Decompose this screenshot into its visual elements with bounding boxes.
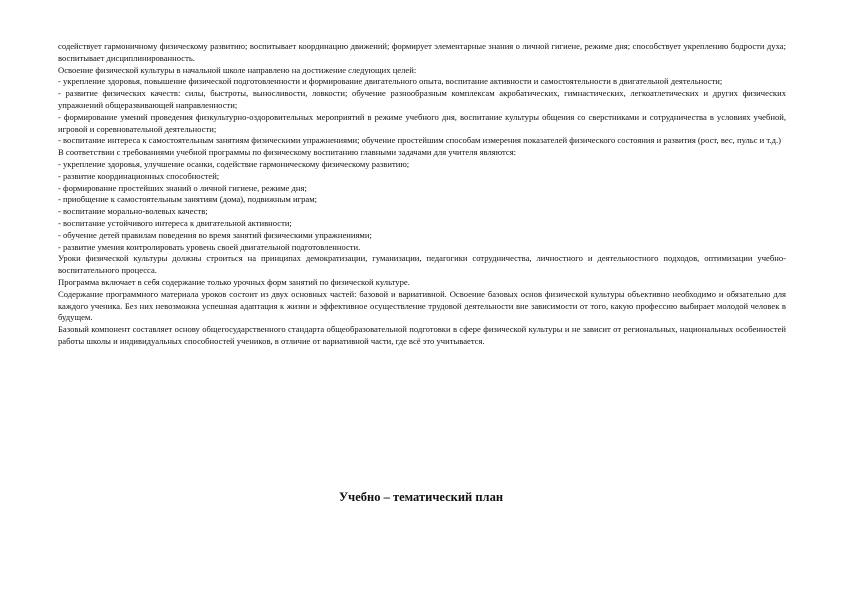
paragraph-1: содействует гармоничному физическому развитию; воспитывает координацию движений; формирует элементарные знания о личной гигиене, режиме дня; способствует укреплению бодрости духа; воспитывает дисциплинированность. [58, 41, 786, 63]
paragraph-12: - воспитание морально-волевых качеств; [58, 206, 208, 217]
paragraph-13: - воспитание устойчивого интереса к двигательной активности; [58, 217, 292, 228]
paragraph-19: Базовый компонент составляет основу общегосударственного стандарта общеобразовательной подготовки в сфере физической культуры и не зависит от региональных, национальных особенностей работы школы и индивидуальных способностей учеников, в отличие от вариативной части, где всё это учитывается. [58, 324, 786, 346]
paragraph-15: - развитие умения контролировать уровень своей двигательной подготовленности. [58, 241, 361, 252]
paragraph-10: - формирование простейших знаний о личной гигиене, режиме дня; [58, 182, 307, 193]
paragraph-17: Программа включает в себя содержание только урочных форм занятий по физической культуре. [58, 276, 410, 287]
section-heading: Учебно – тематический план [338, 490, 504, 504]
paragraph-2: Освоение физической культуры в начальной школе направлено на достижение следующих целей: [58, 64, 417, 75]
paragraph-11: - приобщение к самостоятельным занятиям (дома), подвижным играм; [58, 194, 318, 205]
paragraph-16: Уроки физической культуры должны строиться на принципах демократизации, гуманизации, педагогики сотрудничества, личностного и деятельностного подходов, оптимизации учебно-воспитательного процесса. [58, 253, 786, 276]
paragraph-5: - формирование умений проведения физкультурно-оздоровительных мероприятий в режиме учебного дня, воспитание культуры общения со сверстниками и сотрудничества в условиях учебной, игровой и соревновательной деятельности; [58, 111, 786, 134]
paragraph-7: В соответствии с требованиями учебной программы по физическому воспитанию главными задачами для учителя являются: [58, 147, 517, 158]
paragraph-9: - развитие координационных способностей; [58, 170, 220, 181]
paragraph-8: - укрепление здоровья, улучшение осанки, содействие гармоническому физическому развитию; [58, 158, 410, 169]
paragraph-3: - укрепление здоровья, повышение физической подготовленности и формирование двигательного опыта, воспитание активности и самостоятельности в двигательной деятельности; [58, 76, 723, 87]
paragraph-4: - развитие физических качеств: силы, быстроты, выносливости, ловкости; обучение разнообразным комплексам акробатических, гимнастических, легкоатлетических и других физических упражнений общеразвивающей направленности; [58, 88, 786, 110]
document-body [58, 41, 786, 348]
paragraph-18: Содержание программного материала уроков состоит из двух основных частей: базовой и вариативной. Освоение базовых основ физической культуры объективно необходимо и обязательно для каждого ученика. Без них невозможна успешная адаптация к жизни и эффективное осуществление трудовой деятельности вне зависимости от того, какую профессию выбирает молодой человек в будущем. [58, 288, 786, 323]
paragraph-14: - обучение детей правилам поведения во время занятий физическими упражнениями; [58, 229, 372, 240]
paragraph-6: - воспитание интереса к самостоятельным занятиям физическими упражнениями; обучение простейшим способам измерения показателей физического состояния и развития (рост, вес, пульс и т.д.) [58, 135, 782, 146]
